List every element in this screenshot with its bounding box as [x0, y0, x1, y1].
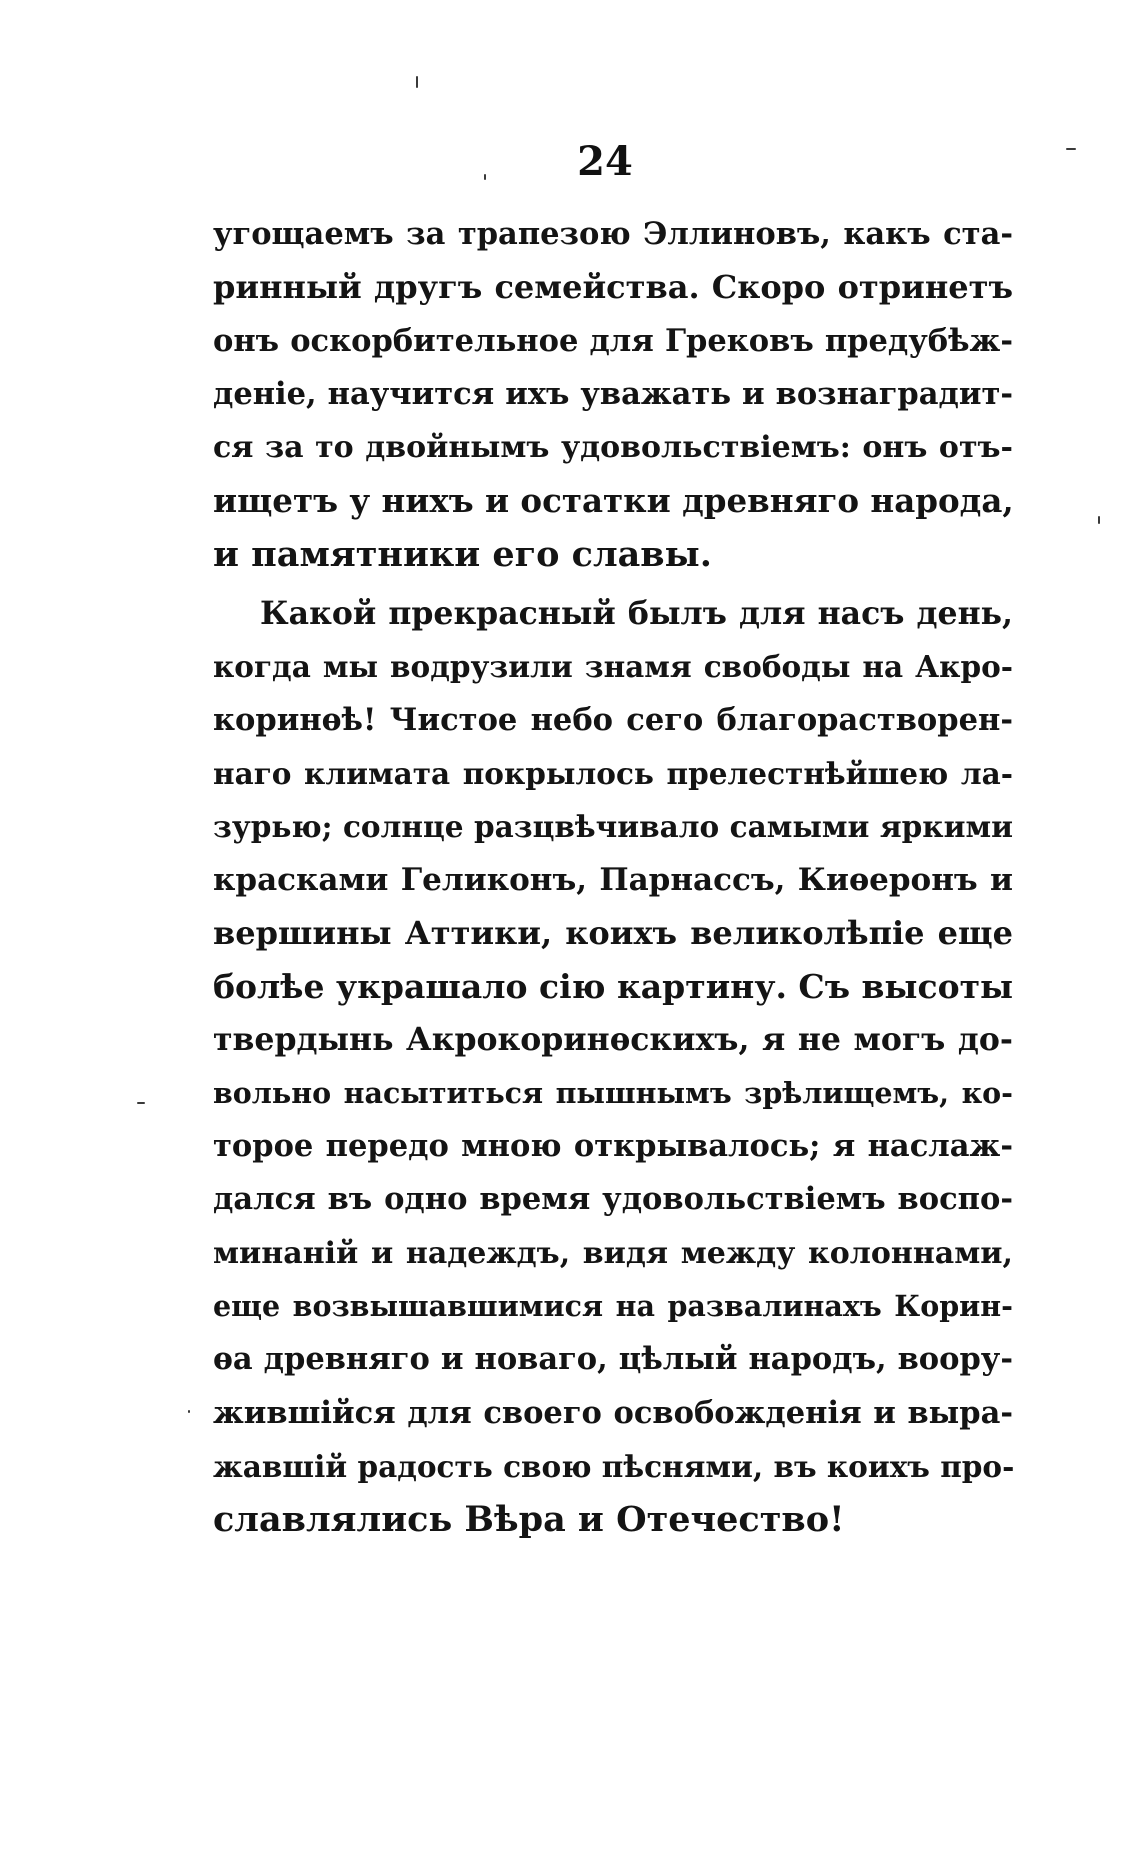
text-line: дался въ одно время удовольствіемъ воспо-	[213, 1181, 1013, 1218]
scan-speck	[1066, 148, 1076, 150]
text-line: когда мы водрузили знамя свободы на Акро-	[213, 649, 1013, 685]
text-line: еще возвышавшимися на развалинахъ Корин-	[213, 1288, 1013, 1323]
text-line: зурью; солнце разцвѣчивало самыми яркими	[213, 809, 1013, 845]
text-line: минаній и надеждъ, видя между колоннами,	[213, 1235, 1013, 1271]
text-line: коринѳѣ! Чистое небо сего благорастворен-	[213, 701, 1013, 738]
text-line: ѳа древняго и новаго, цѣлый народъ, воору-	[213, 1341, 1013, 1378]
page-number: 24	[577, 138, 633, 185]
text-line: твердынь Акрокоринѳскихъ, я не могъ до-	[213, 1021, 1013, 1059]
text-line: ищетъ у нихъ и остатки древняго народа,	[213, 481, 1014, 521]
text-line: жавшій радость свою пѣснями, въ коихъ про-	[213, 1448, 1015, 1484]
body-text	[213, 208, 1013, 1546]
text-line: славлялись Вѣра и Отечество!	[213, 1499, 845, 1541]
text-line: Какой прекрасный былъ для насъ день,	[260, 595, 1013, 633]
text-line: красками Геликонъ, Парнассъ, Киѳеронъ и	[213, 861, 1013, 898]
text-line: жившійся для своего освобожденія и выра-	[213, 1394, 1013, 1431]
text-line: вольно насытиться пышнымъ зрѣлищемъ, ко-	[213, 1075, 1013, 1110]
text-line: угощаемъ за трапезою Эллиновъ, какъ ста-	[213, 216, 1013, 252]
paragraph-1	[213, 208, 1013, 581]
text-line: ринный другъ семейства. Скоро отринетъ	[213, 268, 1013, 307]
scan-speck	[416, 76, 418, 88]
text-line: торое передо мною открывалось; я наслаж-	[213, 1128, 1013, 1165]
scan-speck	[137, 1102, 145, 1104]
text-line: онъ оскорбительное для Грековъ предубѣж-	[213, 322, 1013, 359]
paragraph-2	[213, 587, 1013, 1546]
text-line: вершины Аттики, коихъ великолѣпіе еще	[213, 913, 1013, 952]
text-line: болѣе украшало сію картину. Съ высоты	[213, 967, 1014, 1007]
scan-speck	[484, 174, 486, 180]
text-line: и памятники его славы.	[213, 533, 712, 575]
text-line: деніе, научится ихъ уважать и вознаградит-	[213, 375, 1013, 412]
scan-speck	[1098, 516, 1100, 524]
scan-speck	[188, 1410, 190, 1413]
text-line: наго климата покрылось прелестнѣйшею ла-	[213, 755, 1013, 791]
text-line: ся за то двойнымъ удовольствіемъ: онъ отъ-	[213, 430, 1013, 466]
